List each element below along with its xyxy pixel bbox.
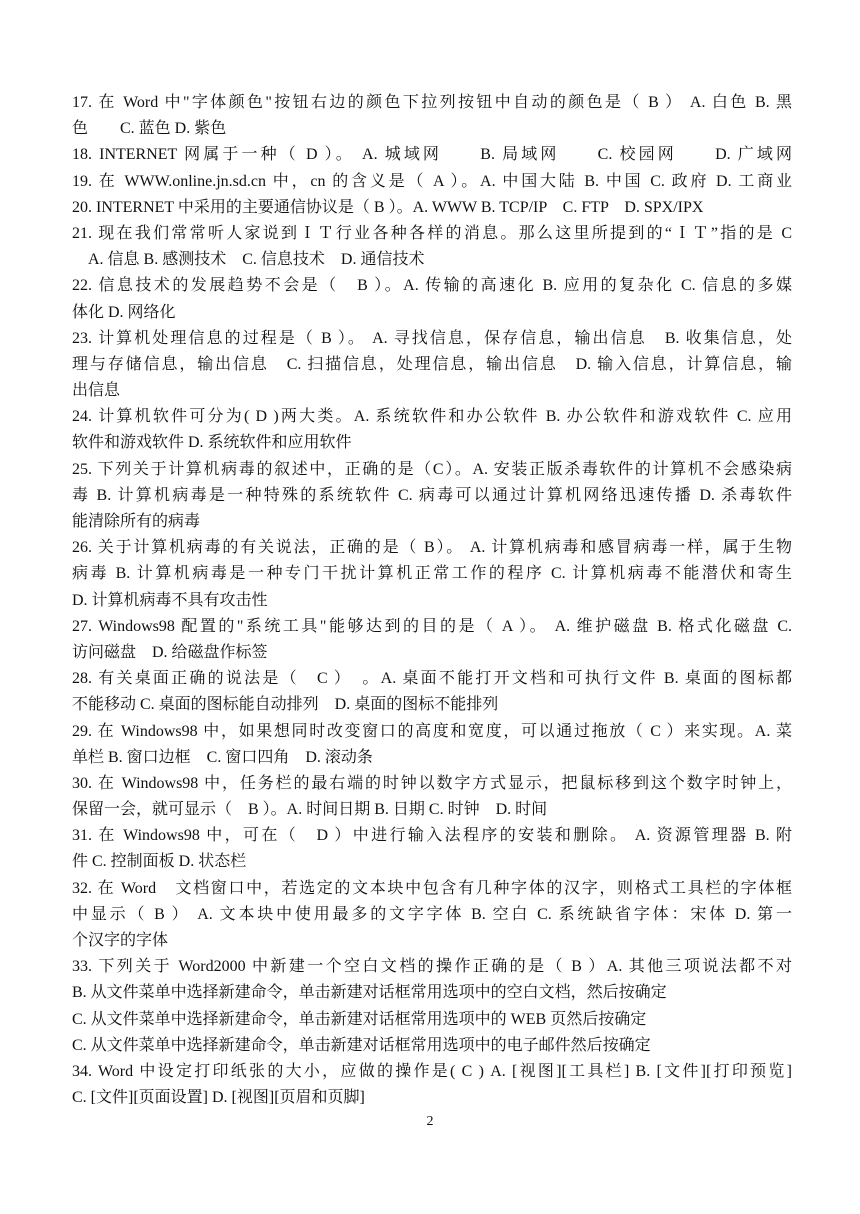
text-line: 不能移动 C. 桌面的图标能自动排列 D. 桌面的图标不能排列 [72,696,499,714]
text-line: 27. Windows98 配置的"系统工具"能够达到的目的是（ A ）。 A. 维护磁盘 B. 格式化磁盘 C. [72,617,792,635]
text-line: B. 从文件菜单中选择新建命令，单击新建对话框常用选项中的空白文档，然后按确定 [72,984,667,1002]
text-line: 21. 现在我们常常听人家说到ＩＴ行业各种各样的消息。那么这里所提到的“ＩＴ”指的是 C [72,224,792,242]
text-line: 中显示（ B ） A. 文本块中使用最多的文字字体 B. 空白 C. 系统缺省字体：宋体 D. 第一 [72,905,792,923]
text-line: 个汉字的字体 [72,932,169,949]
text-line: 22. 信息技术的发展趋势不会是（ B ）。A. 传输的高速化 B. 应用的复杂化 C. 信息的多媒 [72,277,792,295]
text-line: A. 信息 B. 感测技术 C. 信息技术 D. 通信技术 [72,251,425,269]
text-line: 31. 在 Windows98 中，可在（ D ）中进行输入法程序的安装和删除。 A. 资源管理器 B. 附 [72,827,792,845]
text-line: 件 C. 控制面板 D. 状态栏 [72,853,247,871]
text-line: C. 从文件菜单中选择新建命令，单击新建对话框常用选项中的电子邮件然后按确定 [72,1036,651,1054]
text-line: C. [文件][页面设置] D. [视图][页眉和页脚] [72,1089,365,1107]
text-line: 33. 下列关于 Word2000 中新建一个空白文档的操作正确的是（ B ）A. 其他三项说法都不对 [72,958,792,976]
text-line: 单栏 B. 窗口边框 C. 窗口四角 D. 滚动条 [72,748,373,766]
text-line: 软件和游戏软件 D. 系统软件和应用软件 [72,434,352,452]
text-line: D. 计算机病毒不具有攻击性 [72,591,268,609]
text-line: 理与存储信息，输出信息 C. 扫描信息，处理信息，输出信息 D. 输入信息，计算信息，输 [72,355,792,373]
text-line: 出信息 [72,382,121,400]
text-line: 30. 在 Windows98 中，任务栏的最右端的时钟以数字方式显示，把鼠标移到这个数字时钟上， [72,774,792,792]
text-line: 26. 关于计算机病毒的有关说法，正确的是（ B）。 A. 计算机病毒和感冒病毒一样，属于生物 [72,539,792,557]
text-line: 访问磁盘 D. 给磁盘作标签 [72,643,268,661]
question-list [72,90,792,1111]
text-line: 保留一会，就可显示（ B ）。A. 时间日期 B. 日期 C. 时钟 D. 时间 [72,801,548,819]
text-line: 32. 在 Word 文档窗口中，若选定的文本块中包含有几种字体的汉字，则格式工具栏的字体框 [72,879,792,897]
text-line: 18. INTERNET 网属于一种（ D ）。 A. 城域网 B. 局域网 C. 校园网 D. 广域网 [72,146,792,164]
text-line: 20. INTERNET 中采用的主要通信协议是（ B ）。A. WWW B. TCP/IP C. FTP D. SPX/IPX [72,198,704,216]
text-line: 19. 在 WWW.online.jn.sd.cn 中，cn 的含义是（ A ）。A. 中国大陆 B. 中国 C. 政府 D. 工商业 [72,172,792,190]
text-line: 23. 计算机处理信息的过程是（ B ）。 A. 寻找信息，保存信息，输出信息 B. 收集信息，处 [72,329,792,347]
text-line: 17. 在 Word 中"字体颜色"按钮右边的颜色下拉列按钮中自动的颜色是（ B ） A. 白色 B. 黑 [72,94,792,111]
text-line: 28. 有关桌面正确的说法是（ C ） 。A. 桌面不能打开文档和可执行文件 B. 桌面的图标都 [72,670,792,688]
text-line: 25. 下列关于计算机病毒的叙述中，正确的是（C）。A. 安装正版杀毒软件的计算机不会感染病 [72,460,792,478]
text-line: 34. Word 中设定打印纸张的大小，应做的操作是( C ) A. [视图][工具栏] B. [文件][打印预览] [72,1062,792,1080]
text-line: 病毒 B. 计算机病毒是一种专门干扰计算机正常工作的程序 C. 计算机病毒不能潜伏和寄生 [72,565,792,583]
text-line: C. 从文件菜单中选择新建命令，单击新建对话框常用选项中的 WEB 页然后按确定 [72,1010,647,1028]
text-line: 29. 在 Windows98 中，如果想同时改变窗口的高度和宽度，可以通过拖放（ C ）来实现。A. 菜 [72,722,792,740]
text-line: 24. 计算机软件可分为( D )两大类。A. 系统软件和办公软件 B. 办公软件和游戏软件 C. 应用 [72,408,792,426]
text-line: 毒 B. 计算机病毒是一种特殊的系统软件 C. 病毒可以通过计算机网络迅速传播 D. 杀毒软件 [72,486,792,504]
page-number: 2 [426,1114,434,1129]
text-line: 体化 D. 网络化 [72,303,176,321]
text-line: 能清除所有的病毒 [72,513,201,530]
text-line: 色 C. 蓝色 D. 紫色 [72,120,227,138]
